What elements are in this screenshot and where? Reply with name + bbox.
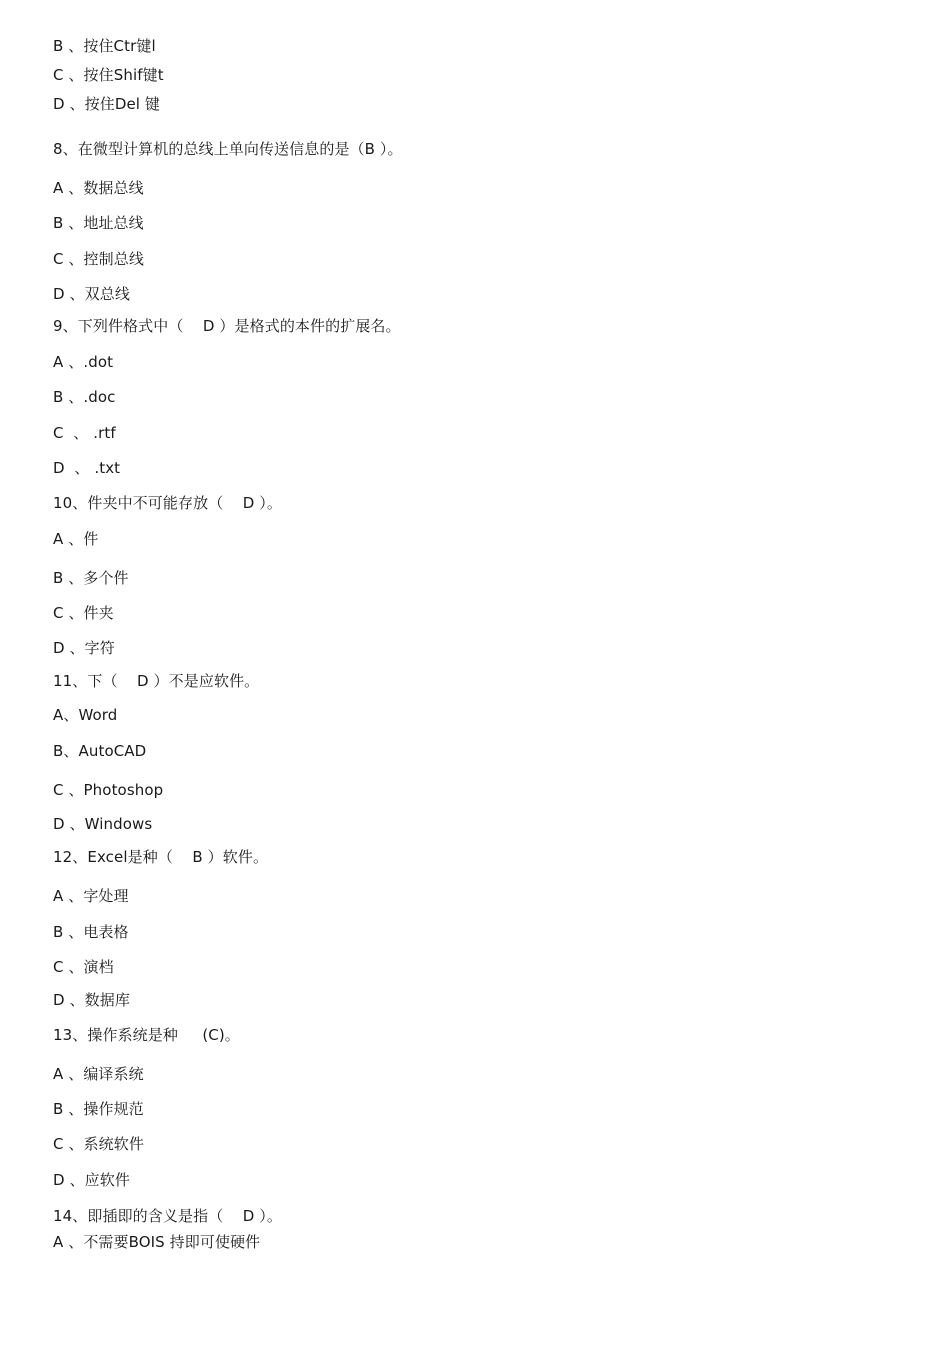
q8-option-b: B 、地址总线 — [53, 214, 144, 232]
q8-option-d: D 、双总线 — [53, 285, 130, 303]
q13-option-a: A 、编译系统 — [53, 1065, 144, 1083]
question-11: 11、下（ D ）不是应软件。 — [53, 672, 260, 690]
q10-option-b: B 、多个件 — [53, 569, 129, 587]
q13-option-b: B 、操作规范 — [53, 1100, 144, 1118]
question-9: 9、下列件格式中（ D ）是格式的本件的扩展名。 — [53, 317, 401, 335]
q13-option-c: C 、系统软件 — [53, 1135, 144, 1153]
q9-option-b: B 、.doc — [53, 388, 116, 406]
q12-option-d: D 、数据库 — [53, 991, 130, 1009]
q12-option-c: C 、演档 — [53, 958, 114, 976]
q11-option-b: B、AutoCAD — [53, 742, 147, 760]
option-c-shift: C 、按住Shif键t — [53, 66, 164, 84]
q10-option-a: A 、件 — [53, 530, 99, 548]
question-10: 10、件夹中不可能存放（ D ）。 — [53, 494, 282, 512]
option-b-ctrl: B 、按住Ctr键l — [53, 37, 156, 55]
option-d-del: D 、按住Del 键 — [53, 95, 161, 113]
question-14: 14、即插即的含义是指（ D ）。 — [53, 1207, 282, 1225]
q9-option-d: D 、 .txt — [53, 459, 121, 477]
q14-option-a: A 、不需要BOIS 持即可使硬件 — [53, 1233, 261, 1251]
q11-option-a: A、Word — [53, 706, 118, 724]
q10-option-d: D 、字符 — [53, 639, 115, 657]
question-8: 8、在微型计算机的总线上单向传送信息的是（B ）。 — [53, 140, 403, 158]
q12-option-a: A 、字处理 — [53, 887, 129, 905]
question-12: 12、Excel是种（ B ）软件。 — [53, 848, 269, 866]
q8-option-a: A 、数据总线 — [53, 179, 144, 197]
q11-option-d: D 、Windows — [53, 815, 153, 833]
q10-option-c: C 、件夹 — [53, 604, 114, 622]
q13-option-d: D 、应软件 — [53, 1171, 130, 1189]
q9-option-a: A 、.dot — [53, 353, 114, 371]
q9-option-c: C 、 .rtf — [53, 424, 116, 442]
q8-option-c: C 、控制总线 — [53, 250, 144, 268]
question-13: 13、操作系统是种 (C)。 — [53, 1026, 240, 1044]
q11-option-c: C 、Photoshop — [53, 781, 164, 799]
q12-option-b: B 、电表格 — [53, 923, 129, 941]
